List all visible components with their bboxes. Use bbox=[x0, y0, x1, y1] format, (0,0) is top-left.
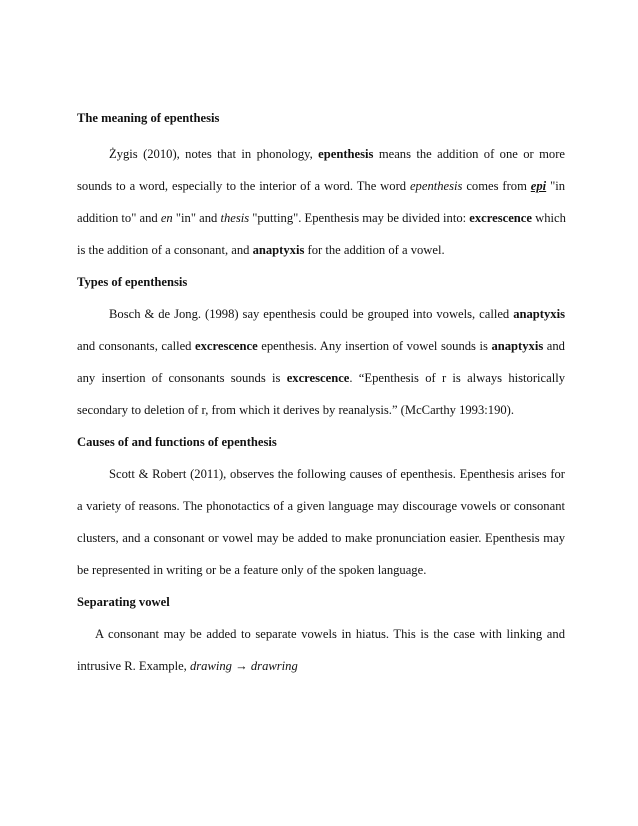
text-span: Żygis (2010), notes that in phonology, bbox=[109, 147, 319, 161]
text-span: intrusive R. Example, bbox=[77, 659, 190, 673]
text-span: "in" and bbox=[172, 211, 221, 225]
bold-term: anaptyxis bbox=[491, 339, 544, 353]
paragraph-line bbox=[77, 370, 565, 386]
text-span: secondary to deletion of r, from which it derives by reanalysis.” (McCarthy 1993:190). bbox=[77, 403, 515, 417]
bold-term: epenthesis bbox=[318, 147, 374, 161]
text-span: and consonants, called bbox=[77, 339, 196, 353]
text-span: means the addition of one or more bbox=[373, 147, 565, 161]
text-span: which bbox=[532, 211, 566, 225]
paragraph-line bbox=[77, 178, 565, 194]
paragraph-line bbox=[109, 146, 565, 162]
paragraph-line: be represented in writing or be a feature only of the spoken language. bbox=[77, 563, 427, 577]
text-span: any insertion of consonants sounds is bbox=[77, 371, 287, 385]
bold-term: anaptyxis bbox=[513, 307, 565, 321]
paragraph-line: clusters, and a consonant or vowel may be added to make pronunciation easier. Epenthesis may bbox=[77, 531, 565, 545]
text-span: "putting". Epenthesis may be divided into: bbox=[249, 211, 470, 225]
text-span: epenthesis. Any insertion of vowel sounds is bbox=[257, 339, 492, 353]
italic-term: drawing bbox=[189, 659, 232, 673]
bold-term: excrescence bbox=[469, 211, 532, 225]
section-heading-meaning: The meaning of epenthesis bbox=[77, 111, 220, 125]
italic-term: en bbox=[160, 211, 173, 225]
paragraph-line bbox=[77, 338, 565, 354]
paragraph-line: Scott & Robert (2011), observes the following causes of epenthesis. Epenthesis arises for bbox=[109, 467, 565, 481]
section-heading-types: Types of epenthensis bbox=[77, 275, 188, 289]
text-span: and bbox=[543, 339, 565, 353]
bold-term: excrescence bbox=[286, 371, 350, 385]
section-heading-separating-vowel: Separating vowel bbox=[77, 595, 170, 609]
italic-term: epenthesis bbox=[409, 179, 463, 193]
text-span: "in bbox=[546, 179, 566, 193]
text-span: comes from bbox=[462, 179, 531, 193]
paragraph-line bbox=[109, 306, 565, 322]
text-span: . “Epenthesis of r is always historically bbox=[349, 371, 565, 385]
text-span: is the addition of a consonant, and bbox=[77, 243, 253, 257]
text-span: sounds to a word, especially to the interior of a word. The word bbox=[77, 179, 410, 193]
section-heading-causes: Causes of and functions of epenthesis bbox=[77, 435, 277, 449]
paragraph-line bbox=[77, 402, 565, 418]
text-span: for the addition of a vowel. bbox=[304, 243, 445, 257]
paragraph-line: A consonant may be added to separate vowels in hiatus. This is the case with linking and bbox=[95, 627, 565, 641]
underlined-term: epi bbox=[530, 179, 547, 193]
bold-term: excrescence bbox=[195, 339, 258, 353]
arrow-glyph: → bbox=[231, 659, 251, 673]
text-span: addition to" and bbox=[77, 211, 161, 225]
paragraph-line bbox=[77, 210, 565, 226]
italic-term: drawring bbox=[250, 659, 298, 673]
paragraph-line bbox=[77, 658, 565, 674]
paragraph-line: a variety of reasons. The phonotactics of a given language may discourage vowels or consonant bbox=[77, 499, 565, 513]
paragraph-line bbox=[77, 242, 565, 258]
bold-term: anaptyxis bbox=[252, 243, 305, 257]
italic-term: thesis bbox=[220, 211, 250, 225]
text-span: Bosch & de Jong. (1998) say epenthesis could be grouped into vowels, called bbox=[109, 307, 514, 321]
